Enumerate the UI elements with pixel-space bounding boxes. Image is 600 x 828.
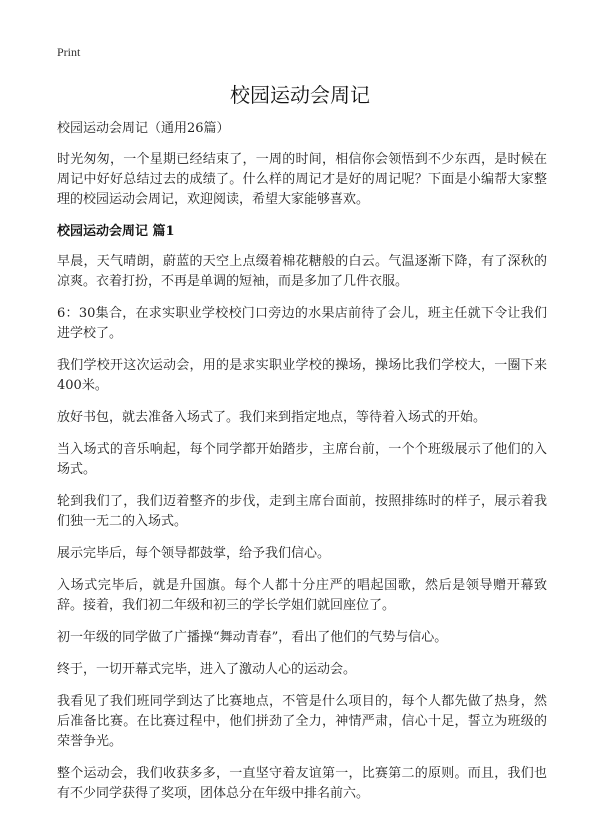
paragraph: 初一年级的同学做了广播操“舞动青春”，看出了他们的气势与信心。 <box>57 630 448 645</box>
paragraph: 6：30集合，在求实职业学校校门口旁边的水果店前待了会儿，班主任就下令让我们进学校了。 <box>57 306 547 341</box>
intro-paragraph: 时光匆匆，一个星期已经结束了，一周的时间，相信你会领悟到不少东西，是时候在周记中好好总结过去的成绩了。什么样的周记才是好的周记呢？下面是小编帮大家整理的校园运动会周记，欢迎阅读，希望大家能够喜欢。 <box>57 152 547 207</box>
paragraph: 整个运动会，我们收获多多，一直坚守着友谊第一，比赛第二的原则。而且，我们也有不少同学获得了奖项，团体总分在年级中排名前六。 <box>57 766 547 801</box>
document-subtitle: 校园运动会周记（通用26篇） <box>57 121 230 136</box>
paragraph: 终于，一切开幕式完毕，进入了激动人心的运动会。 <box>57 662 357 677</box>
paragraph: 我们学校开这次运动会，用的是求实职业学校的操场，操场比我们学校大，一圈下来400米。 <box>57 358 547 393</box>
paragraph: 我看见了我们班同学到达了比赛地点，不管是什么项目的，每个人都先做了热身，然后准备比赛。在比赛过程中，他们拼劲了全力，神情严肃，信心十足，誓立为班级的荣誉争光。 <box>57 694 547 749</box>
paragraph: 入场式完毕后，就是升国旗。每个人都十分庄严的唱起国歌，然后是领导赠开幕致辞。接着，我们初二年级和初三的学长学姐们就回座位了。 <box>57 578 547 613</box>
paragraph: 轮到我们了，我们迈着整齐的步伐，走到主席台面前，按照排练时的样子，展示着我们独一无二的入场式。 <box>57 494 547 529</box>
paragraph: 展示完毕后，每个领导都鼓掌，给予我们信心。 <box>57 546 331 561</box>
paragraph: 放好书包，就去准备入场式了。我们来到指定地点，等待着入场式的开始。 <box>57 410 487 425</box>
print-link[interactable]: Print <box>57 45 81 59</box>
paragraph: 早晨，天气晴朗，蔚蓝的天空上点缀着棉花糖般的白云。气温逐渐下降，有了深秋的凉爽。衣着打扮，不再是单调的短袖，而是多加了几件衣服。 <box>57 254 547 289</box>
section-heading: 校园运动会周记 篇1 <box>57 224 175 239</box>
page-title: 校园运动会周记 <box>230 83 370 107</box>
paragraph: 当入场式的音乐响起，每个同学都开始踏步，主席台前，一个个班级展示了他们的入场式。 <box>57 442 547 477</box>
article-body <box>57 120 547 816</box>
